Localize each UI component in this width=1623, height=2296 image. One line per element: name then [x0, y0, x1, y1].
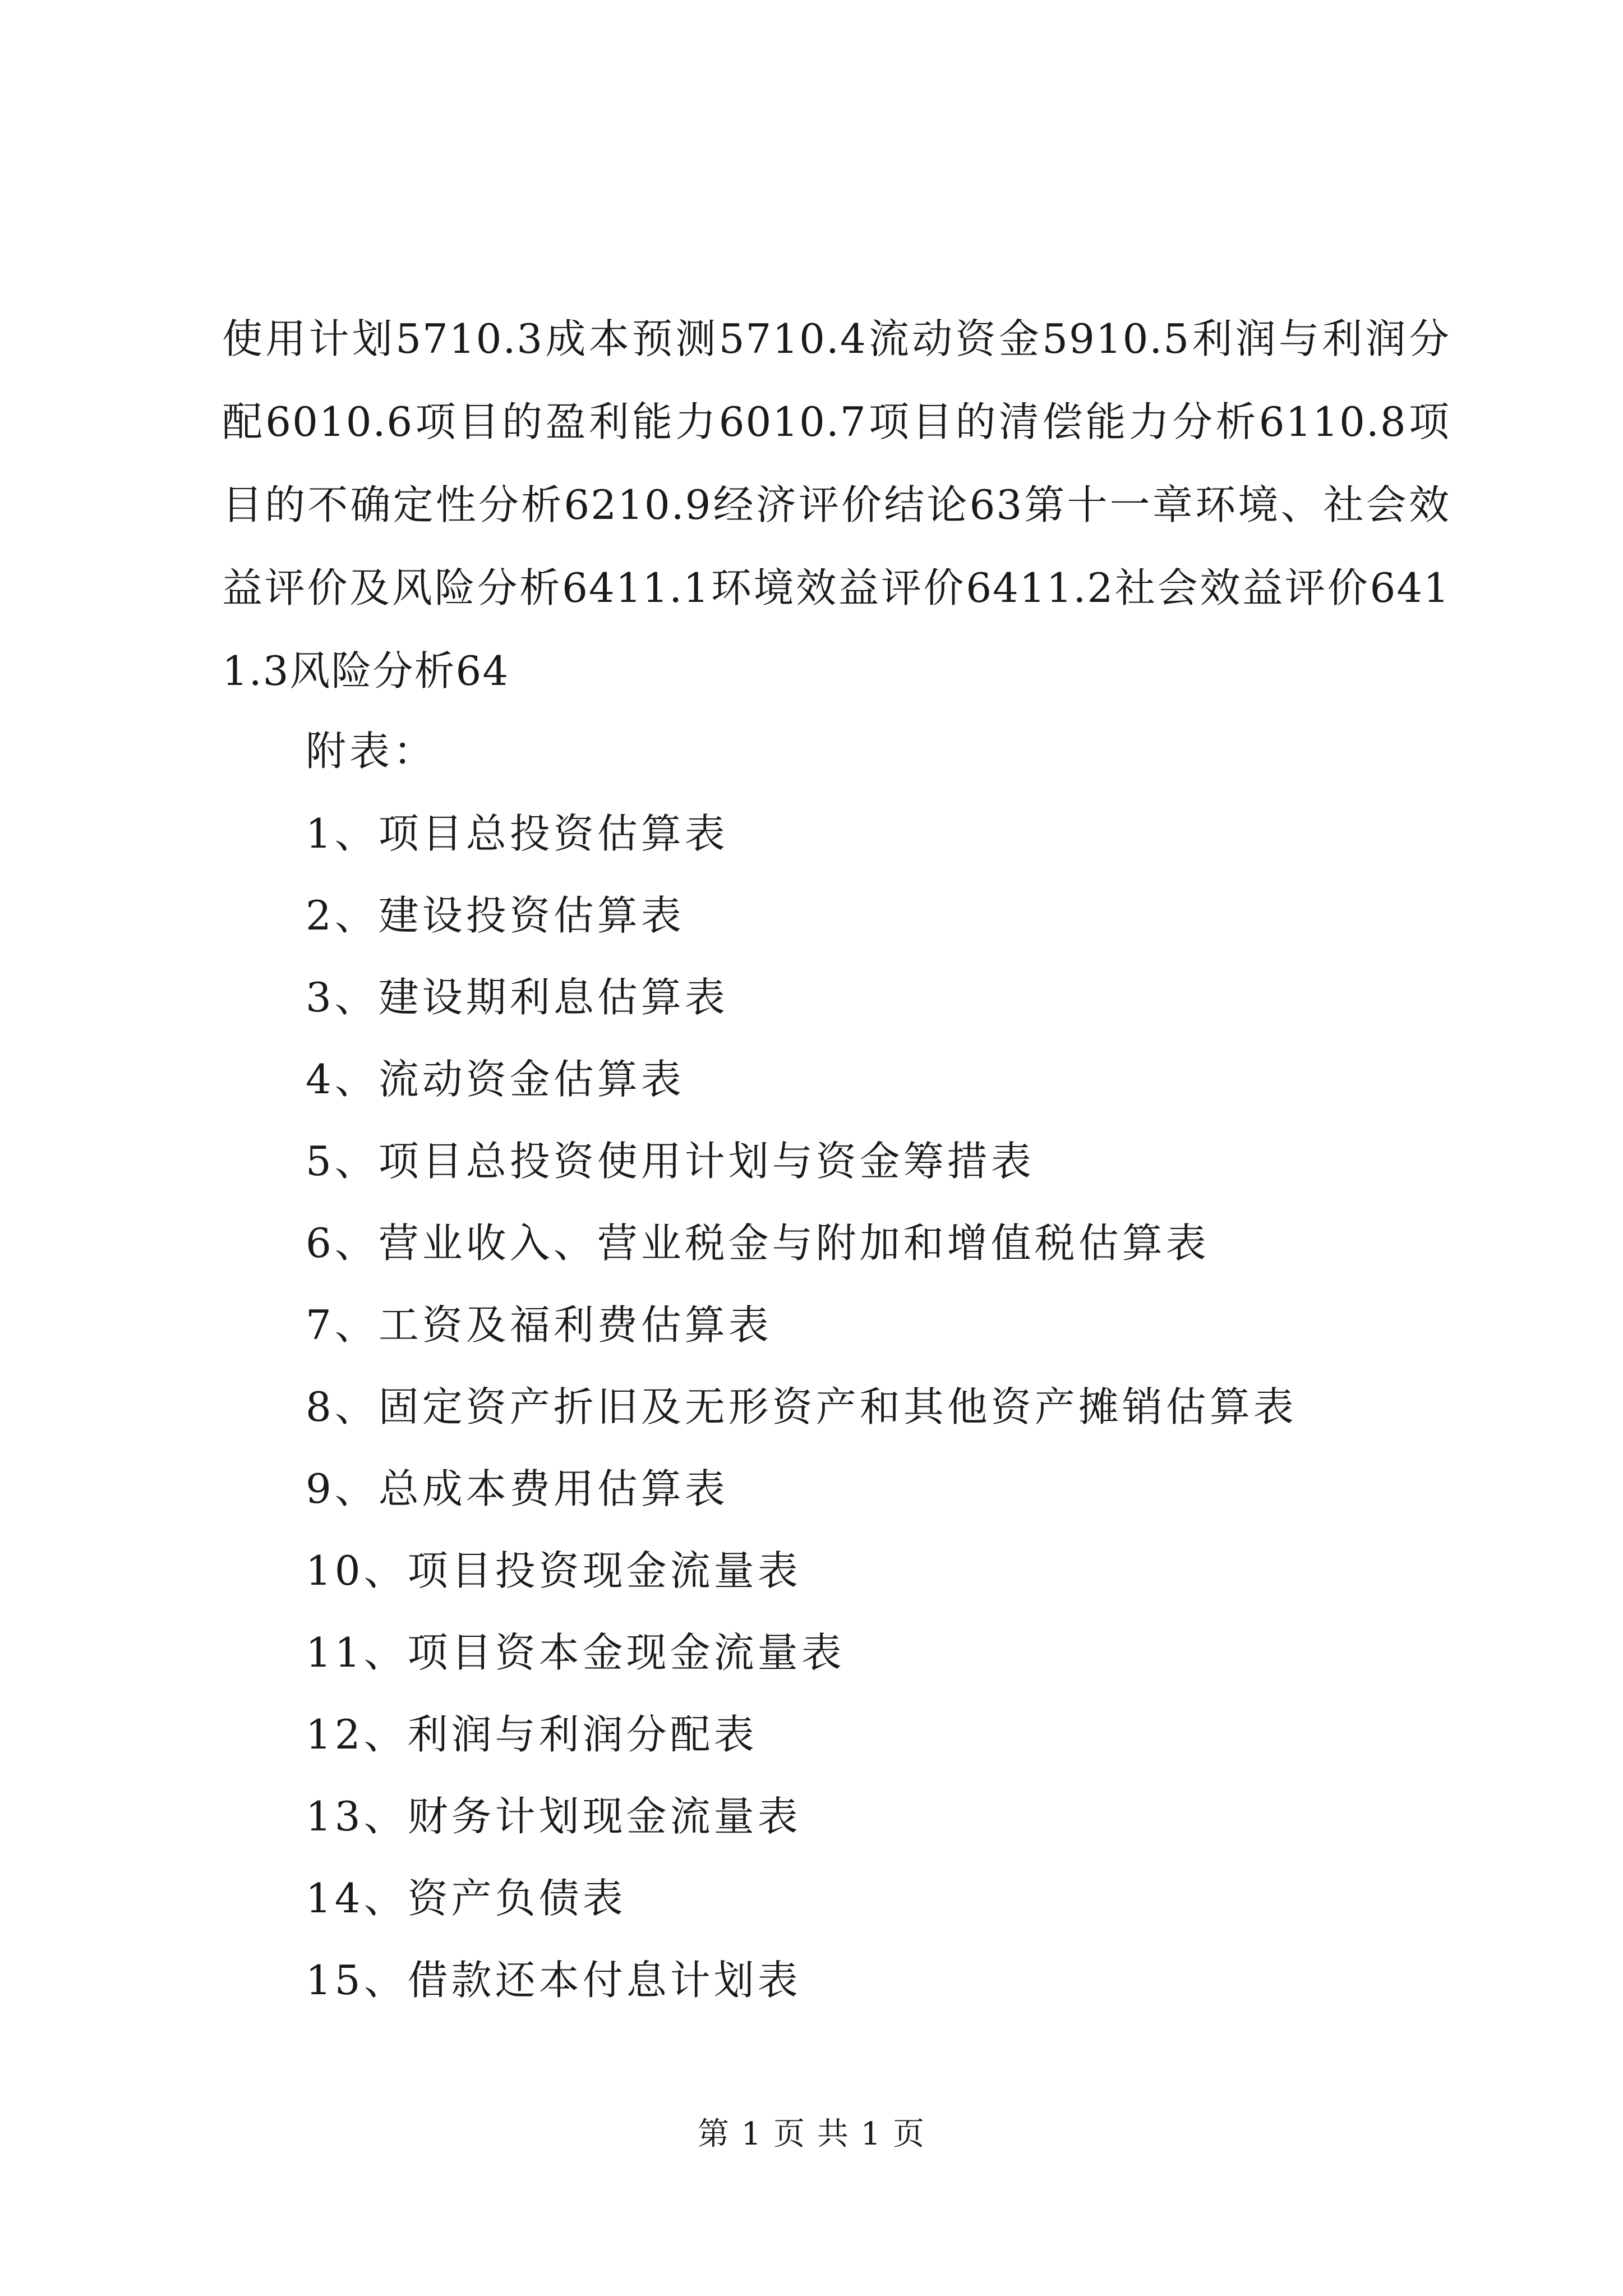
appendix-list [306, 793, 1297, 2021]
table-of-contents-paragraph: 使用计划5710.3成本预测5710.4流动资金5910.5利润与利润分配6010.6项目的盈利能力6010.7项目的清偿能力分析6110.8项目的不确定性分析6210.9经济评价结论63第十一章环境、社会效益评价及风险分析6411.1环境效益评价6411.2社会效益评价6411.3风险分析64 [222, 315, 1450, 694]
appendix-item: 7、工资及福利费估算表 [306, 1301, 772, 1349]
appendix-item: 9、总成本费用估算表 [306, 1465, 728, 1512]
appendix-item: 12、利润与利润分配表 [306, 1711, 758, 1758]
page-number-footer: 第 1 页 共 1 页 [697, 2116, 926, 2152]
appendix-item: 11、项目资本金现金流量表 [306, 1629, 845, 1676]
appendix-item: 15、借款还本付息计划表 [306, 1957, 801, 2004]
appendix-item: 5、项目总投资使用计划与资金筹措表 [306, 1138, 1035, 1185]
appendix-item: 6、营业收入、营业税金与附加和增值税估算表 [306, 1220, 1210, 1267]
appendix-item: 14、资产负债表 [306, 1875, 626, 1922]
appendix-item: 1、项目总投资估算表 [306, 810, 728, 857]
appendix-item: 10、项目投资现金流量表 [306, 1547, 801, 1594]
appendix-item: 2、建设投资估算表 [306, 892, 685, 939]
appendix-item: 8、固定资产折旧及无形资产和其他资产摊销估算表 [306, 1383, 1297, 1430]
appendix-item: 3、建设期利息估算表 [306, 974, 728, 1021]
appendix-item: 4、流动资金估算表 [306, 1056, 685, 1103]
appendix-item: 13、财务计划现金流量表 [306, 1793, 801, 1840]
appendix-heading: 附表： [306, 728, 437, 775]
